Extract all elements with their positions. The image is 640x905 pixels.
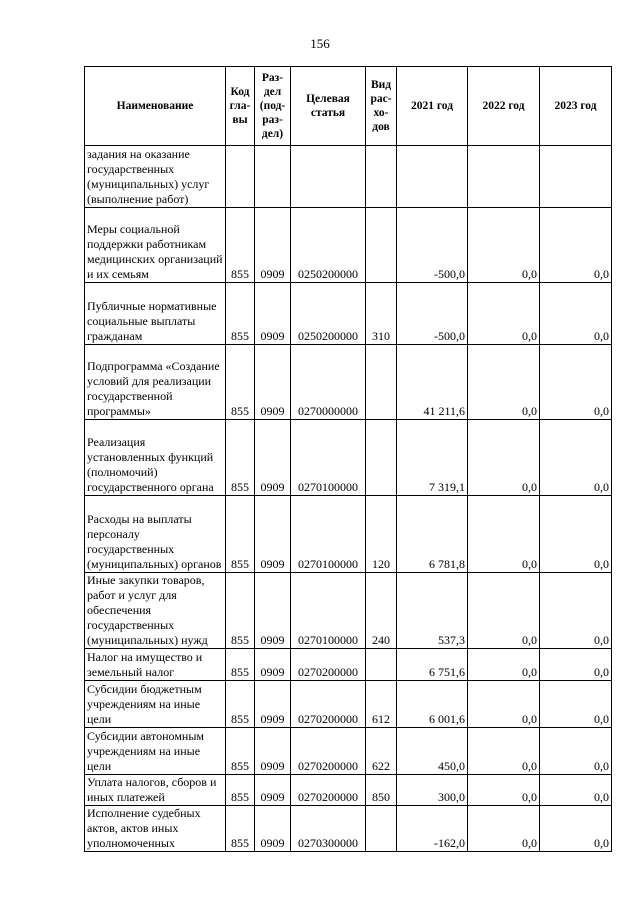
cell-target: 0270000000 [291, 345, 366, 420]
cell-name: Исполнение судебных актов, актов иных уполномоченных [85, 806, 226, 852]
cell-2021: 6 751,6 [397, 649, 468, 681]
table-row [85, 775, 612, 806]
cell-section: 0909 [255, 496, 291, 573]
cell-target: 0270100000 [291, 573, 366, 649]
cell-2023: 0,0 [540, 420, 612, 496]
cell-2023: 0,0 [540, 345, 612, 420]
cell-2022: 0,0 [468, 681, 540, 728]
table-body [85, 146, 612, 852]
table-row [85, 420, 612, 496]
cell-2021 [397, 146, 468, 208]
table-row [85, 146, 612, 208]
cell-expense [366, 420, 397, 496]
cell-2022: 0,0 [468, 649, 540, 681]
budget-table [84, 66, 612, 852]
cell-2021: 300,0 [397, 775, 468, 806]
table-row [85, 681, 612, 728]
cell-expense [366, 146, 397, 208]
cell-chapter: 855 [226, 420, 255, 496]
table-row [85, 573, 612, 649]
cell-section: 0909 [255, 728, 291, 775]
header-2022: 2022 год [468, 67, 540, 146]
cell-section: 0909 [255, 283, 291, 345]
cell-name: Расходы на выплаты персоналу государственных (муниципальных) органов [85, 496, 226, 573]
cell-2021: 6 781,8 [397, 496, 468, 573]
cell-2023: 0,0 [540, 649, 612, 681]
cell-2023: 0,0 [540, 775, 612, 806]
cell-expense: 850 [366, 775, 397, 806]
cell-target: 0270100000 [291, 496, 366, 573]
cell-2021: 450,0 [397, 728, 468, 775]
cell-2023: 0,0 [540, 496, 612, 573]
cell-2023: 0,0 [540, 283, 612, 345]
cell-name: задания на оказание государственных (муниципальных) услуг (выполнение работ) [85, 146, 226, 208]
cell-expense: 622 [366, 728, 397, 775]
cell-name: Субсидии автономным учреждениям на иные цели [85, 728, 226, 775]
cell-target: 0250200000 [291, 283, 366, 345]
table-row [85, 496, 612, 573]
page-number: 156 [310, 36, 330, 51]
table-header-row [85, 67, 612, 146]
cell-expense [366, 345, 397, 420]
cell-expense [366, 806, 397, 852]
cell-2021: -162,0 [397, 806, 468, 852]
cell-2023 [540, 146, 612, 208]
cell-chapter: 855 [226, 208, 255, 283]
cell-expense: 310 [366, 283, 397, 345]
header-2021: 2021 год [397, 67, 468, 146]
cell-chapter: 855 [226, 806, 255, 852]
cell-2023: 0,0 [540, 806, 612, 852]
cell-section: 0909 [255, 345, 291, 420]
cell-expense: 240 [366, 573, 397, 649]
cell-section: 0909 [255, 806, 291, 852]
cell-name: Уплата налогов, сборов и иных платежей [85, 775, 226, 806]
cell-chapter: 855 [226, 283, 255, 345]
cell-2021: -500,0 [397, 208, 468, 283]
table-row [85, 806, 612, 852]
cell-expense: 612 [366, 681, 397, 728]
cell-name: Иные закупки товаров, работ и услуг для обеспечения государственных (муниципальных) нужд [85, 573, 226, 649]
table-row [85, 283, 612, 345]
cell-chapter: 855 [226, 681, 255, 728]
cell-expense [366, 208, 397, 283]
header-2023: 2023 год [540, 67, 612, 146]
cell-2022: 0,0 [468, 775, 540, 806]
cell-target: 0270200000 [291, 649, 366, 681]
table-row [85, 208, 612, 283]
cell-name: Налог на имущество и земельный налог [85, 649, 226, 681]
cell-target: 0250200000 [291, 208, 366, 283]
header-section: Раз- дел (под- раз- дел) [255, 67, 291, 146]
cell-2023: 0,0 [540, 681, 612, 728]
header-chapter-code: Код гла- вы [226, 67, 255, 146]
cell-2022: 0,0 [468, 573, 540, 649]
cell-2021: 7 319,1 [397, 420, 468, 496]
cell-section: 0909 [255, 681, 291, 728]
cell-name: Подпрограмма «Создание условий для реализации государственной программы» [85, 345, 226, 420]
cell-2022: 0,0 [468, 283, 540, 345]
cell-2022: 0,0 [468, 420, 540, 496]
cell-2021: 6 001,6 [397, 681, 468, 728]
cell-expense: 120 [366, 496, 397, 573]
cell-2022: 0,0 [468, 208, 540, 283]
cell-chapter: 855 [226, 573, 255, 649]
cell-section: 0909 [255, 573, 291, 649]
cell-name: Публичные нормативные социальные выплаты гражданам [85, 283, 226, 345]
cell-target [291, 146, 366, 208]
cell-2023: 0,0 [540, 208, 612, 283]
cell-2022: 0,0 [468, 345, 540, 420]
cell-chapter: 855 [226, 728, 255, 775]
cell-chapter: 855 [226, 345, 255, 420]
cell-chapter: 855 [226, 649, 255, 681]
cell-2021: -500,0 [397, 283, 468, 345]
table-row [85, 649, 612, 681]
cell-2022: 0,0 [468, 496, 540, 573]
cell-section [255, 146, 291, 208]
cell-2021: 537,3 [397, 573, 468, 649]
cell-2022: 0,0 [468, 806, 540, 852]
cell-name: Реализация установленных функций (полномочий) государственного органа [85, 420, 226, 496]
cell-section: 0909 [255, 649, 291, 681]
cell-target: 0270200000 [291, 728, 366, 775]
cell-target: 0270300000 [291, 806, 366, 852]
cell-expense [366, 649, 397, 681]
cell-section: 0909 [255, 208, 291, 283]
cell-chapter: 855 [226, 496, 255, 573]
cell-section: 0909 [255, 775, 291, 806]
cell-chapter [226, 146, 255, 208]
cell-2021: 41 211,6 [397, 345, 468, 420]
cell-2022: 0,0 [468, 728, 540, 775]
cell-2023: 0,0 [540, 573, 612, 649]
header-name: Наименование [85, 67, 226, 146]
cell-target: 0270100000 [291, 420, 366, 496]
cell-chapter: 855 [226, 775, 255, 806]
cell-name: Меры социальной поддержки работникам медицинских организаций и их семьям [85, 208, 226, 283]
table-row [85, 345, 612, 420]
cell-name: Субсидии бюджетным учреждениям на иные цели [85, 681, 226, 728]
header-target-article: Целевая статья [291, 67, 366, 146]
cell-2023: 0,0 [540, 728, 612, 775]
cell-section: 0909 [255, 420, 291, 496]
table-row [85, 728, 612, 775]
cell-2022 [468, 146, 540, 208]
cell-target: 0270200000 [291, 775, 366, 806]
header-expense-type: Вид рас- хо- дов [366, 67, 397, 146]
cell-target: 0270200000 [291, 681, 366, 728]
